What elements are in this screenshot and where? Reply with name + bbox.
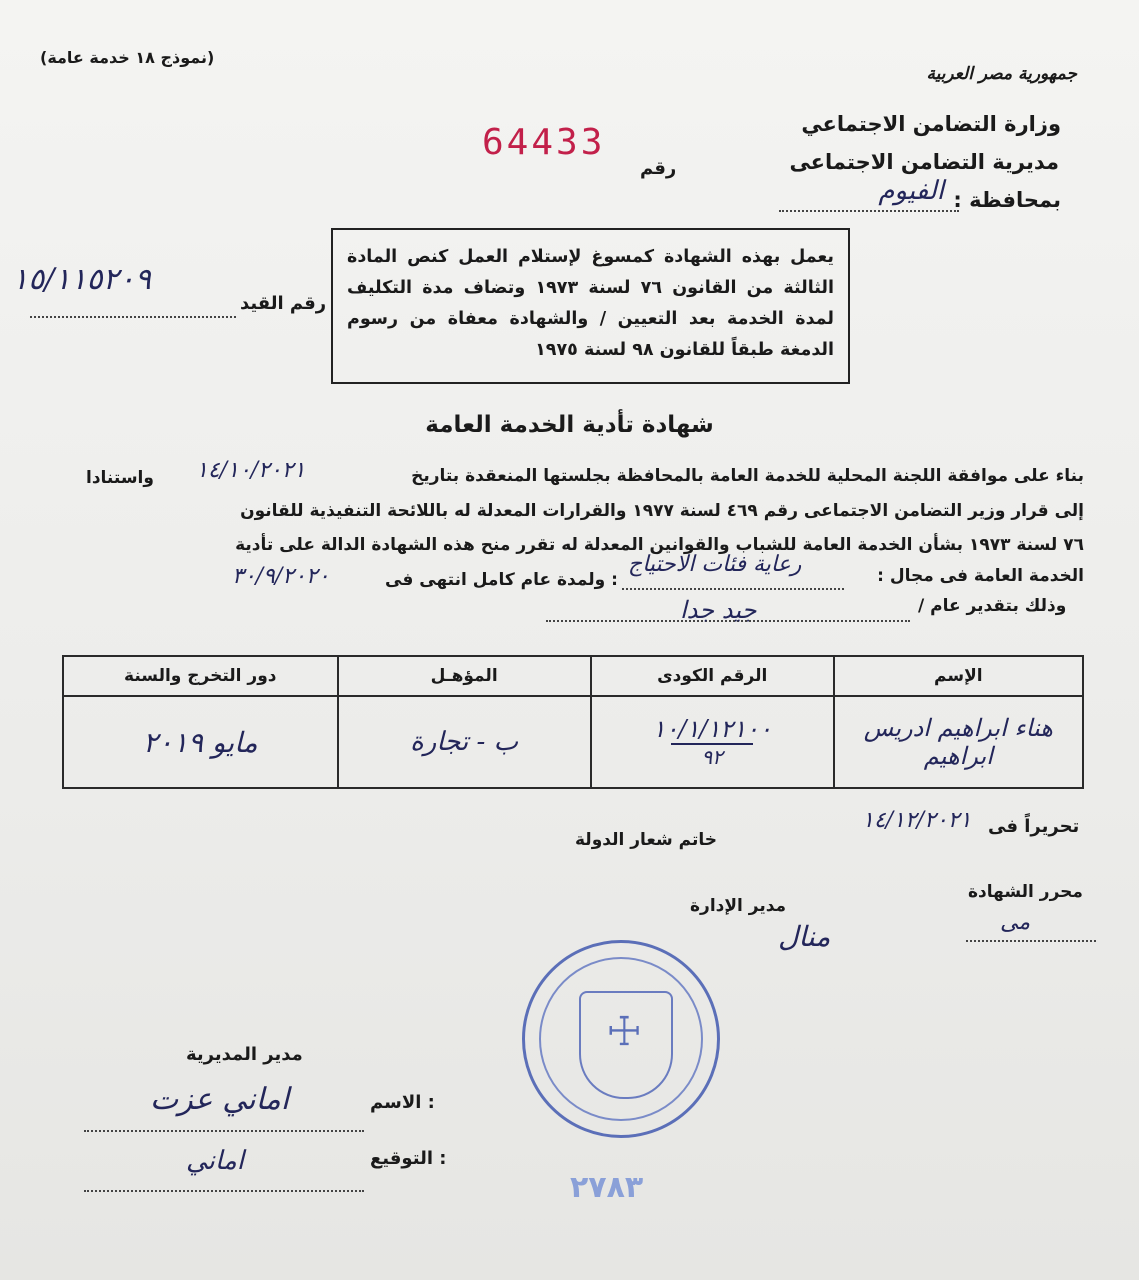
registration-value: ١٥/١١٥٢٠٩ — [12, 262, 152, 297]
service-field-line — [622, 588, 844, 590]
directorate-header: مديرية التضامن الاجتماعى — [789, 150, 1059, 174]
country-header: جمهورية مصر العربية — [926, 64, 1077, 84]
stamp-duty-notice: يعمل بهذه الشهادة كمسوغ لإستلام العمل كنص المادة الثالثة من القانون ٧٦ لسنة ١٩٧٣ وتضاف مدة التكليف لمدة الخدمة بعد التعيين / والشهادة معفاة من رسوم الدمغة طبقاً للقانون ٩٨ لسنة ١٩٧٥ — [331, 228, 850, 384]
table-row — [63, 696, 1083, 788]
governorate-line — [779, 210, 959, 212]
grade-value: جيد جدا — [680, 596, 757, 624]
graduate-qualification: ب - تجارة — [338, 696, 591, 788]
editor-label: محرر الشهادة — [968, 882, 1083, 902]
header-name: الإسم — [834, 656, 1083, 696]
bottom-stamp-number: ٢٧٨٣ — [570, 1170, 644, 1205]
eagle-icon: ☩ — [606, 1009, 642, 1055]
serial-number: 64433 — [482, 122, 606, 163]
admin-manager-label: مدير الإدارة — [690, 896, 787, 916]
editor-line — [966, 940, 1096, 942]
end-date-value: ٣٠/٩/٢٠٢٠ — [232, 564, 330, 589]
ministry-header: وزارة التضامن الاجتماعي — [801, 112, 1061, 136]
body-line-3: ٧٦ لسنة ١٩٧٣ بشأن الخدمة العامة للشباب والقوانين المعدلة له تقرر منح هذه الشهادة الدالة على تأدية — [235, 535, 1084, 555]
manager-name-value: اماني عزت — [150, 1082, 290, 1117]
directorate-manager-title: مدير المديرية — [186, 1044, 303, 1065]
state-seal — [522, 940, 720, 1138]
governorate-value: الفيوم — [878, 176, 944, 206]
end-date-label: ولمدة عام كامل انتهى فى : — [385, 570, 618, 590]
editor-signature: مى — [1000, 910, 1031, 935]
graduate-name: هناء ابراهيم ادريس ابراهيم — [834, 696, 1083, 788]
issued-label: تحريراً فى — [988, 816, 1080, 837]
graduation-session: مايو ٢٠١٩ — [63, 696, 338, 788]
grade-label: وذلك بتقدير عام / — [918, 596, 1067, 616]
governorate-label: بمحافظة : — [953, 188, 1061, 212]
certificate-title: شهادة تأدية الخدمة العامة — [425, 412, 714, 438]
header-qualification: المؤهـل — [338, 656, 591, 696]
manager-name-label: الاسم : — [370, 1092, 435, 1113]
manager-signature-value: اماني — [186, 1146, 244, 1176]
body-line-1-start: بناء على موافقة اللجنة المحلية للخدمة العامة بالمحافظة بجلستها المنعقدة بتاريخ — [411, 466, 1084, 486]
graduate-code: ١٠/١/١٢١٠٠ — [652, 715, 772, 743]
committee-date: ١٤/١٠/٢٠٢١ — [196, 458, 306, 483]
manager-signature-line — [84, 1190, 364, 1192]
header-graduation: دور التخرج والسنة — [63, 656, 338, 696]
body-line-1-end: واستنادا — [86, 468, 154, 488]
table-header-row — [63, 656, 1083, 696]
serial-label: رقم — [640, 158, 677, 179]
manager-name-line — [84, 1130, 364, 1132]
registration-label: رقم القيد — [240, 293, 327, 314]
registration-line — [30, 316, 236, 318]
service-field-value: رعاية فئات الاحتياج — [628, 552, 802, 577]
admin-manager-signature: منال — [778, 920, 831, 953]
issued-date: ١٤/١٢/٢٠٢١ — [862, 808, 972, 833]
form-number: (نموذج ١٨ خدمة عامة) — [40, 48, 215, 67]
header-code: الرقم الكودى — [591, 656, 834, 696]
graduate-code-sub: ٩٢ — [671, 743, 752, 769]
seal-caption: خاتم شعار الدولة — [575, 830, 717, 850]
graduate-table — [62, 655, 1084, 789]
service-field-label: الخدمة العامة فى مجال : — [877, 566, 1084, 586]
body-line-2: إلى قرار وزير التضامن الاجتماعى رقم ٤٦٩ لسنة ١٩٧٧ والقرارات المعدلة له باللائحة التنفيذية للقانون — [240, 501, 1084, 521]
graduate-code-cell — [591, 696, 834, 788]
manager-signature-label: التوقيع : — [370, 1148, 447, 1169]
